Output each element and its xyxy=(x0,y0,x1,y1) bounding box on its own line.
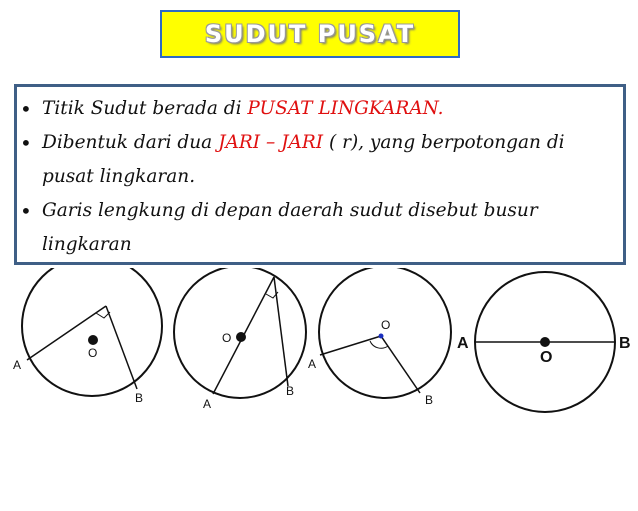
bullet-dot-icon: • xyxy=(20,131,32,155)
chord-line xyxy=(106,306,137,389)
circle-figure-3 xyxy=(308,268,451,407)
bullet-item xyxy=(20,194,620,262)
center-point xyxy=(236,332,246,342)
bullet-text: Dibentuk dari dua xyxy=(42,132,219,153)
label-o: O xyxy=(88,346,98,360)
label-o: O xyxy=(222,331,232,345)
label-o: O xyxy=(540,349,553,366)
bullet-text: Titik Sudut berada di xyxy=(42,98,248,119)
circle-figure-1 xyxy=(13,268,162,405)
label-o: O xyxy=(381,318,391,332)
bullet-item xyxy=(20,126,620,194)
center-point xyxy=(540,337,550,347)
bullet-item xyxy=(20,92,620,126)
radius-line xyxy=(381,336,420,393)
chord-line xyxy=(274,277,288,386)
bullet-list xyxy=(20,92,620,262)
bullet-text: Garis lengkung di depan daerah sudut disebut busur lingkaran xyxy=(42,200,538,255)
bullet-text: ( r), yang berpotongan di pusat lingkaran. xyxy=(42,132,565,187)
circle-icon xyxy=(319,268,451,398)
center-point xyxy=(88,335,98,345)
label-a: A xyxy=(308,357,317,371)
title-box xyxy=(160,10,460,58)
label-b: B xyxy=(619,335,631,352)
label-b: B xyxy=(425,393,434,407)
label-a: A xyxy=(203,397,212,411)
bullet-dot-icon: • xyxy=(20,97,32,121)
radius-line xyxy=(320,336,381,355)
label-b: B xyxy=(286,384,295,398)
highlight-text: PUSAT LINGKARAN. xyxy=(247,98,444,119)
circle-icon xyxy=(22,268,162,396)
center-point xyxy=(379,334,384,339)
label-a: A xyxy=(13,358,22,372)
label-b: B xyxy=(135,391,144,405)
circle-figure-4 xyxy=(457,272,631,412)
circle-figure-2 xyxy=(174,268,306,411)
circle-figures xyxy=(0,268,638,418)
page-title: SUDUT PUSAT xyxy=(204,20,416,48)
label-a: A xyxy=(457,335,469,352)
highlight-text: JARI – JARI xyxy=(218,132,324,153)
bullet-dot-icon: • xyxy=(20,199,32,223)
